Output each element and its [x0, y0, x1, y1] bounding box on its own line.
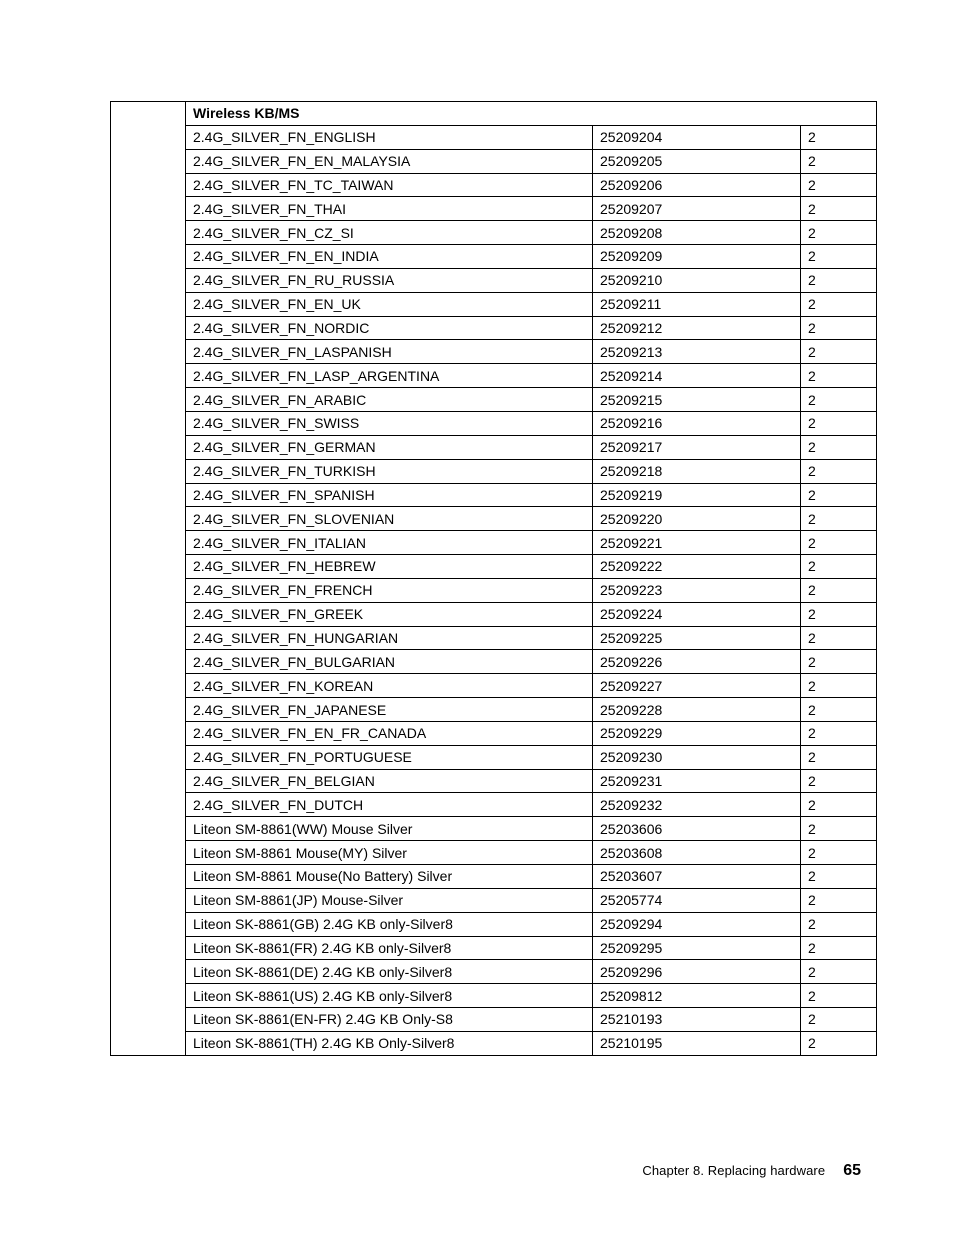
table-row: [111, 340, 877, 364]
parts-table: [110, 101, 877, 1056]
csr-value: 2: [801, 125, 877, 149]
csr-value: 2: [801, 817, 877, 841]
part-description: Liteon SK-8861(FR) 2.4G KB only-Silver8: [186, 936, 593, 960]
csr-value: 2: [801, 245, 877, 269]
csr-value: 2: [801, 435, 877, 459]
csr-value: 2: [801, 1031, 877, 1055]
part-number: 25209220: [593, 507, 801, 531]
section-header-row: [111, 102, 877, 126]
part-description: 2.4G_SILVER_FN_TURKISH: [186, 459, 593, 483]
part-number: 25210195: [593, 1031, 801, 1055]
part-number: 25209221: [593, 531, 801, 555]
part-description: 2.4G_SILVER_FN_HEBREW: [186, 555, 593, 579]
csr-value: 2: [801, 388, 877, 412]
part-description: 2.4G_SILVER_FN_BULGARIAN: [186, 650, 593, 674]
table-row: [111, 459, 877, 483]
csr-value: 2: [801, 745, 877, 769]
csr-value: 2: [801, 507, 877, 531]
part-number: 25210193: [593, 1008, 801, 1032]
part-description: 2.4G_SILVER_FN_LASP_ARGENTINA: [186, 364, 593, 388]
csr-value: 2: [801, 1008, 877, 1032]
part-description: Liteon SK-8861(US) 2.4G KB only-Silver8: [186, 984, 593, 1008]
table-row: [111, 674, 877, 698]
table-row: [111, 650, 877, 674]
table-row: [111, 221, 877, 245]
part-description: Liteon SM-8861 Mouse(MY) Silver: [186, 841, 593, 865]
part-number: 25209218: [593, 459, 801, 483]
part-description: 2.4G_SILVER_FN_DUTCH: [186, 793, 593, 817]
part-description: 2.4G_SILVER_FN_EN_MALAYSIA: [186, 149, 593, 173]
table-row: [111, 698, 877, 722]
part-number: 25209204: [593, 125, 801, 149]
part-number: 25209217: [593, 435, 801, 459]
table-row: [111, 1008, 877, 1032]
part-number: 25203607: [593, 865, 801, 889]
csr-value: 2: [801, 936, 877, 960]
part-description: 2.4G_SILVER_FN_HUNGARIAN: [186, 626, 593, 650]
part-number: 25209205: [593, 149, 801, 173]
table-row: [111, 793, 877, 817]
part-number: 25209231: [593, 769, 801, 793]
part-description: 2.4G_SILVER_FN_FRENCH: [186, 578, 593, 602]
part-number: 25205774: [593, 888, 801, 912]
csr-value: 2: [801, 769, 877, 793]
part-description: 2.4G_SILVER_FN_SPANISH: [186, 483, 593, 507]
part-number: 25209294: [593, 912, 801, 936]
part-number: 25209214: [593, 364, 801, 388]
part-description: Liteon SM-8861(JP) Mouse-Silver: [186, 888, 593, 912]
table-row: [111, 865, 877, 889]
part-description: 2.4G_SILVER_FN_RU_RUSSIA: [186, 268, 593, 292]
part-number: 25209208: [593, 221, 801, 245]
table-row: [111, 960, 877, 984]
csr-value: 2: [801, 674, 877, 698]
part-description: Liteon SM-8861(WW) Mouse Silver: [186, 817, 593, 841]
csr-value: 2: [801, 173, 877, 197]
part-number: 25203606: [593, 817, 801, 841]
table-row: [111, 578, 877, 602]
table-row: [111, 507, 877, 531]
table-row: [111, 197, 877, 221]
part-description: 2.4G_SILVER_FN_EN_FR_CANADA: [186, 721, 593, 745]
part-number: 25209295: [593, 936, 801, 960]
part-description: 2.4G_SILVER_FN_ARABIC: [186, 388, 593, 412]
part-number: 25209296: [593, 960, 801, 984]
csr-value: 2: [801, 292, 877, 316]
part-description: 2.4G_SILVER_FN_ENGLISH: [186, 125, 593, 149]
csr-value: 2: [801, 721, 877, 745]
csr-value: 2: [801, 268, 877, 292]
table-row: [111, 149, 877, 173]
part-number: 25209213: [593, 340, 801, 364]
part-description: 2.4G_SILVER_FN_LASPANISH: [186, 340, 593, 364]
page-footer: [642, 1162, 861, 1180]
csr-value: 2: [801, 197, 877, 221]
table-row: [111, 936, 877, 960]
part-number: 25209232: [593, 793, 801, 817]
csr-value: 2: [801, 960, 877, 984]
part-description: 2.4G_SILVER_FN_EN_INDIA: [186, 245, 593, 269]
part-number: 25209226: [593, 650, 801, 674]
chapter-title: Chapter 8. Replacing hardware: [642, 1163, 826, 1178]
csr-value: 2: [801, 865, 877, 889]
csr-value: 2: [801, 364, 877, 388]
part-description: Liteon SK-8861(DE) 2.4G KB only-Silver8: [186, 960, 593, 984]
table-row: [111, 364, 877, 388]
csr-value: 2: [801, 555, 877, 579]
table-row: [111, 769, 877, 793]
part-number: 25209228: [593, 698, 801, 722]
table-row: [111, 125, 877, 149]
part-description: Liteon SK-8861(TH) 2.4G KB Only-Silver8: [186, 1031, 593, 1055]
part-number: 25203608: [593, 841, 801, 865]
parts-table-body: [111, 102, 877, 1056]
part-number: 25209222: [593, 555, 801, 579]
table-row: [111, 316, 877, 340]
csr-value: 2: [801, 602, 877, 626]
csr-value: 2: [801, 221, 877, 245]
table-row: [111, 435, 877, 459]
table-row: [111, 912, 877, 936]
csr-value: 2: [801, 578, 877, 602]
table-row: [111, 984, 877, 1008]
table-row: [111, 268, 877, 292]
part-description: 2.4G_SILVER_FN_PORTUGUESE: [186, 745, 593, 769]
table-row: [111, 245, 877, 269]
csr-value: 2: [801, 888, 877, 912]
csr-value: 2: [801, 531, 877, 555]
part-description: 2.4G_SILVER_FN_GREEK: [186, 602, 593, 626]
fru-blank-cell: [111, 102, 186, 1056]
part-number: 25209229: [593, 721, 801, 745]
part-number: 25209212: [593, 316, 801, 340]
table-row: [111, 745, 877, 769]
table-row: [111, 841, 877, 865]
part-description: 2.4G_SILVER_FN_ITALIAN: [186, 531, 593, 555]
csr-value: 2: [801, 793, 877, 817]
part-number: 25209206: [593, 173, 801, 197]
part-number: 25209223: [593, 578, 801, 602]
csr-value: 2: [801, 340, 877, 364]
part-description: 2.4G_SILVER_FN_GERMAN: [186, 435, 593, 459]
part-number: 25209225: [593, 626, 801, 650]
table-row: [111, 817, 877, 841]
part-description: 2.4G_SILVER_FN_TC_TAIWAN: [186, 173, 593, 197]
part-number: 25209207: [593, 197, 801, 221]
part-number: 25209230: [593, 745, 801, 769]
part-description: 2.4G_SILVER_FN_CZ_SI: [186, 221, 593, 245]
part-number: 25209224: [593, 602, 801, 626]
part-number: 25209210: [593, 268, 801, 292]
csr-value: 2: [801, 650, 877, 674]
table-row: [111, 292, 877, 316]
table-row: [111, 531, 877, 555]
table-row: [111, 721, 877, 745]
csr-value: 2: [801, 912, 877, 936]
table-row: [111, 483, 877, 507]
page-number: 65: [843, 1162, 861, 1179]
csr-value: 2: [801, 841, 877, 865]
part-description: 2.4G_SILVER_FN_EN_UK: [186, 292, 593, 316]
csr-value: 2: [801, 626, 877, 650]
csr-value: 2: [801, 483, 877, 507]
table-row: [111, 602, 877, 626]
table-row: [111, 388, 877, 412]
part-description: 2.4G_SILVER_FN_NORDIC: [186, 316, 593, 340]
csr-value: 2: [801, 459, 877, 483]
part-description: 2.4G_SILVER_FN_KOREAN: [186, 674, 593, 698]
part-description: Liteon SM-8861 Mouse(No Battery) Silver: [186, 865, 593, 889]
table-row: [111, 1031, 877, 1055]
part-description: 2.4G_SILVER_FN_SLOVENIAN: [186, 507, 593, 531]
table-row: [111, 626, 877, 650]
part-number: 25209215: [593, 388, 801, 412]
table-row: [111, 173, 877, 197]
part-description: 2.4G_SILVER_FN_JAPANESE: [186, 698, 593, 722]
csr-value: 2: [801, 149, 877, 173]
table-row: [111, 411, 877, 435]
csr-value: 2: [801, 984, 877, 1008]
part-number: 25209227: [593, 674, 801, 698]
part-number: 25209812: [593, 984, 801, 1008]
part-number: 25209219: [593, 483, 801, 507]
table-row: [111, 888, 877, 912]
part-description: 2.4G_SILVER_FN_BELGIAN: [186, 769, 593, 793]
section-header: Wireless KB/MS: [186, 102, 877, 126]
part-description: Liteon SK-8861(EN-FR) 2.4G KB Only-S8: [186, 1008, 593, 1032]
part-number: 25209216: [593, 411, 801, 435]
part-description: 2.4G_SILVER_FN_SWISS: [186, 411, 593, 435]
csr-value: 2: [801, 411, 877, 435]
csr-value: 2: [801, 698, 877, 722]
part-number: 25209211: [593, 292, 801, 316]
part-description: Liteon SK-8861(GB) 2.4G KB only-Silver8: [186, 912, 593, 936]
table-row: [111, 555, 877, 579]
part-number: 25209209: [593, 245, 801, 269]
part-description: 2.4G_SILVER_FN_THAI: [186, 197, 593, 221]
csr-value: 2: [801, 316, 877, 340]
